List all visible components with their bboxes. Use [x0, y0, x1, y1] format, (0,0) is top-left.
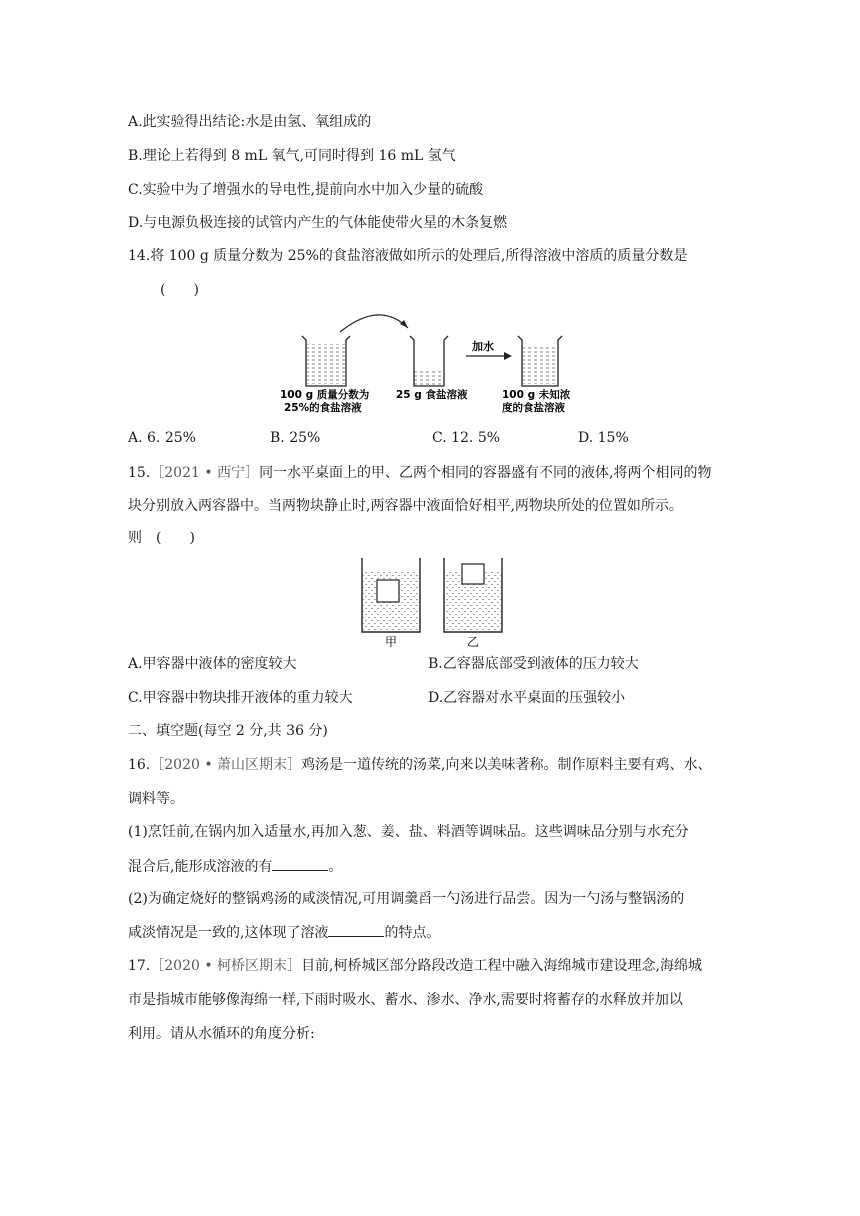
q15-stem-line2: 块分别放入两容器中。当两物块静止时,两容器中液面恰好相平,两物块所处的位置如所示。 [128, 498, 683, 514]
pour-arrow [340, 315, 408, 332]
add-water-arrowhead [504, 352, 512, 360]
q13-option-b: B.理论上若得到 8 mL 氧气,可同时得到 16 mL 氢气 [128, 148, 456, 164]
q13-option-a: A.此实验得出结论:水是由氢、氧组成的 [128, 114, 372, 130]
pour-arrowhead [400, 320, 408, 328]
q14-option-c: C. 12. 5% [432, 430, 501, 446]
beaker-1 [302, 336, 350, 386]
block-jia [377, 580, 399, 602]
q14-option-d: D. 15% [578, 430, 629, 446]
q15-stem-text: 同一水平桌面上的甲、乙两个相同的容器盛有不同的液体,将两个相同的物 [259, 465, 712, 481]
q15-container-figure [356, 556, 516, 648]
q16-stem-line1 [128, 755, 712, 775]
add-water-label: 加水 [472, 340, 494, 353]
beaker-2 [410, 336, 448, 386]
q15-option-c: C.甲容器中物块排开液体的重力较大 [128, 690, 353, 706]
q16-source: ［2020 • 萧山区期末］ [150, 757, 302, 773]
q13-option-c: C.实验中为了增强水的导电性,提前向水中加入少量的硫酸 [128, 182, 484, 198]
q16-part2-text: 咸淡情况是一致的,这体现了溶液 [128, 925, 329, 941]
q16-part1-text: 混合后,能形成溶液的有 [128, 859, 273, 875]
q16-stem-text: 鸡汤是一道传统的汤菜,向来以美味著称。制作原料主要有鸡、水、 [301, 757, 712, 773]
beaker-3 [518, 336, 562, 386]
q15-option-d: D.乙容器对水平桌面的压强较小 [428, 690, 626, 706]
beaker-3-caption-2: 度的食盐溶液 [502, 402, 565, 414]
q17-stem-line2: 市是指城市能够像海绵一样,下雨时吸水、蓄水、渗水、净水,需要时将蓄存的水释放并加以 [128, 992, 683, 1008]
q16-number: 16. [128, 757, 151, 773]
q16-blank-2[interactable] [328, 922, 384, 937]
q16-part1-line2 [128, 856, 342, 877]
container-jia [362, 558, 420, 632]
beaker-3-caption-1: 100 g 未知浓 [502, 389, 571, 401]
q17-source: ［2020 • 柯桥区期末］ [150, 958, 302, 974]
q16-blank-1[interactable] [272, 856, 328, 871]
q16-stem-line2: 调料等。 [128, 791, 184, 807]
q14-option-b: B. 25% [270, 430, 321, 446]
beaker-1-caption-1: 100 g 质量分数为 [280, 389, 370, 401]
section-2-heading: 二、填空题(每空 2 分,共 36 分) [128, 723, 328, 739]
q15-source: ［2021 • 西宁］ [150, 465, 260, 481]
q17-number: 17. [128, 958, 151, 974]
beaker-1-caption-2: 25%的食盐溶液 [284, 402, 362, 414]
q14-option-a: A. 6. 25% [128, 430, 196, 446]
block-yi [462, 564, 484, 584]
q17-stem-text: 目前,柯桥城区部分路段改造工程中融入海绵城市建设理念,海绵城 [301, 958, 702, 974]
beaker-2-caption: 25 g 食盐溶液 [396, 389, 468, 401]
q17-stem-line3: 利用。请从水循环的角度分析: [128, 1026, 315, 1042]
q16-part1-line1: (1)烹饪前,在锅内加入适量水,再加入葱、姜、盐、料酒等调味品。这些调味品分别与水充分 [128, 824, 689, 840]
label-yi: 乙 [467, 635, 480, 648]
q15-number: 15. [128, 465, 151, 481]
q15-option-b: B.乙容器底部受到液体的压力较大 [428, 656, 639, 672]
q15-stem-line3: 则 ( ) [128, 530, 195, 546]
container-yi [444, 558, 502, 632]
q16-part2-end: 的特点。 [384, 925, 441, 941]
q16-part2-line1: (2)为确定烧好的整锅鸡汤的咸淡情况,可用调羹舀一勺汤进行品尝。因为一勺汤与整锅汤的 [128, 891, 685, 907]
q15-stem-line1 [128, 463, 712, 483]
q15-option-a: A.甲容器中液体的密度较大 [128, 656, 297, 672]
q14-beaker-figure [270, 306, 600, 418]
q17-stem-line1 [128, 956, 702, 976]
q16-part2-line2 [128, 922, 440, 943]
q14-stem: 14.将 100 g 质量分数为 25%的食盐溶液做如所示的处理后,所得溶液中溶质的质量分数是 [128, 248, 688, 264]
label-jia: 甲 [385, 635, 398, 648]
q13-option-d: D.与电源负极连接的试管内产生的气体能使带火星的木条复燃 [128, 215, 508, 231]
q16-part1-end: 。 [328, 859, 343, 875]
q14-answer-paren: ( ) [160, 282, 199, 298]
